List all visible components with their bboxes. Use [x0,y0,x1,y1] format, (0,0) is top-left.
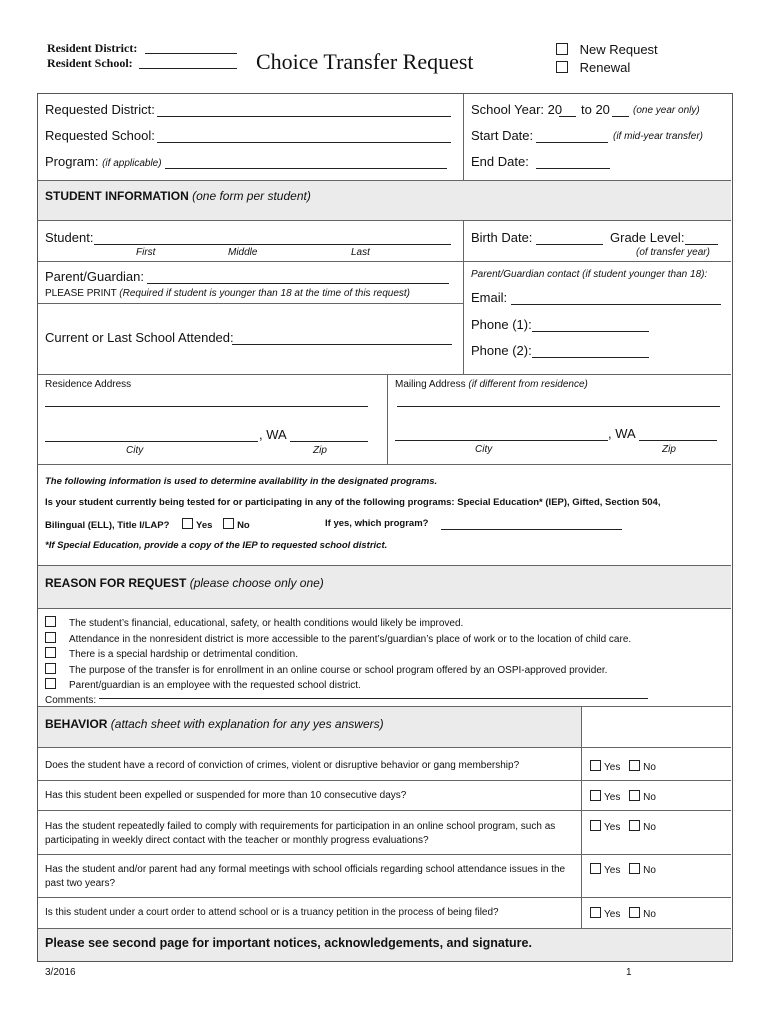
current-school-label: Current or Last School Attended: [45,330,234,345]
school-year-label: School Year: 20 [471,102,563,117]
mailing-zip-caption: Zip [662,444,676,455]
behavior-no-checkbox[interactable] [629,790,640,801]
behavior-no-checkbox[interactable] [629,820,640,831]
requested-school-label: Requested School: [45,128,155,143]
behavior-yes-option[interactable] [590,865,620,876]
program-note: (if applicable) [102,158,162,169]
reason-heading [45,576,324,590]
phone2-label: Phone (2): [471,343,532,358]
reason-note: (please choose only one) [189,576,324,590]
resident-district-label: Resident District: [47,41,138,55]
middle-name-caption: Middle [228,247,258,258]
behavior-no-option[interactable] [629,909,656,920]
reason-option-label: There is a special hardship or detrimental condition. [69,649,299,660]
student-info-title: STUDENT INFORMATION [45,189,189,203]
residence-zip-field[interactable] [290,441,368,442]
behavior-no-option[interactable] [629,822,656,833]
last-name-caption: Last [351,247,370,258]
phone1-field[interactable] [532,331,649,332]
behavior-question: Is this student under a court order to attend school or is a truancy petition in the process of being filed? [45,907,499,918]
second-page-notice: Please see second page for important notices, acknowledgements, and signature. [45,936,532,950]
behavior-no-option[interactable] [629,762,656,773]
comments-label: Comments: [45,694,97,706]
student-label: Student: [45,230,94,245]
reason-option-checkbox[interactable] [45,678,56,689]
student-info-heading [45,189,311,203]
grade-level-label: Grade Level: [610,230,685,245]
form-date: 3/2016 [45,967,76,978]
reason-option-checkbox[interactable] [45,663,56,674]
grade-level-field[interactable] [685,244,718,245]
please-print-label: PLEASE PRINT [45,288,117,299]
behavior-question: Has the student repeatedly failed to comply with requirements for participation in an online school program, such as participating in weekly direct contact with the teacher or monthly progress evaluations? [45,821,556,846]
reason-option[interactable] [45,678,631,694]
school-year-note: (one year only) [633,105,700,116]
phone1-label: Phone (1): [471,317,532,332]
residence-address-label: Residence Address [45,379,132,390]
reason-option[interactable] [45,663,631,679]
reason-option[interactable] [45,616,631,632]
parent-guardian-label: Parent/Guardian: [45,269,145,284]
email-field[interactable] [511,304,721,305]
mailing-street-field[interactable] [397,406,720,407]
program-label: Program: [45,154,99,169]
behavior-no-option[interactable] [629,865,656,876]
new-request-checkbox[interactable] [556,43,568,55]
behavior-answer [590,863,656,876]
page-number: 1 [626,967,632,978]
current-school-field[interactable] [232,344,452,345]
mailing-wa: , WA [608,426,636,441]
behavior-no-label: No [643,909,656,920]
email-label: Email: [471,290,508,305]
parent-contact-label: Parent/Guardian contact (if student younger than 18): [471,269,708,280]
programs-yes-checkbox[interactable] [182,518,193,529]
behavior-no-checkbox[interactable] [629,760,640,771]
reason-option-checkbox[interactable] [45,647,56,658]
residence-zip-caption: Zip [313,445,327,456]
reason-option-label: The student’s financial, educational, safety, or health conditions would likely be improved. [69,618,464,629]
residence-wa: , WA [259,427,287,442]
start-date-label: Start Date: [471,128,534,143]
program-label-row [45,154,162,169]
behavior-yes-label: Yes [604,909,621,920]
behavior-yes-option[interactable] [590,909,620,920]
grade-level-note: (of transfer year) [636,247,710,258]
school-year-to-label: to 20 [581,102,610,117]
behavior-answer [590,907,656,920]
requested-district-label: Requested District: [45,102,155,117]
programs-question: Is your student currently being tested for or participating in any of the following programs: Special Education* (IEP), Gifted, Section 504, [45,497,661,508]
page-title: Choice Transfer Request [256,49,474,74]
end-date-field[interactable] [536,168,610,169]
behavior-yes-checkbox[interactable] [590,790,601,801]
residence-city-field[interactable] [45,441,258,442]
behavior-yes-option[interactable] [590,822,620,833]
behavior-question: Does the student have a record of conviction of crimes, violent or disruptive behavior or gang membership? [45,760,520,771]
school-year-to-field[interactable] [612,116,629,117]
first-name-caption: First [136,247,156,258]
resident-school-label: Resident School: [47,56,133,70]
parent-guardian-field[interactable] [147,283,449,284]
resident-district-field[interactable] [145,53,237,54]
mailing-address-row [395,379,588,390]
birth-date-label: Birth Date: [471,230,533,245]
programs-yes-option[interactable] [182,520,212,531]
reason-option-checkbox[interactable] [45,632,56,643]
behavior-no-label: No [643,762,656,773]
renewal-label: Renewal [579,60,631,75]
behavior-question: Has this student been expelled or suspended for more than 10 consecutive days? [45,790,407,801]
mailing-city-field[interactable] [395,440,608,441]
new-request-label: New Request [579,42,658,57]
new-request-option[interactable] [556,42,658,57]
mailing-zip-field[interactable] [639,440,717,441]
which-program-label: If yes, which program? [325,518,429,529]
requested-school-field[interactable] [157,142,451,143]
reason-option[interactable] [45,632,631,648]
reason-option-checkbox[interactable] [45,616,56,627]
end-date-label: End Date: [471,154,529,169]
behavior-yes-checkbox[interactable] [590,820,601,831]
behavior-yes-label: Yes [604,762,621,773]
behavior-yes-option[interactable] [590,792,620,803]
comments-field[interactable] [99,698,648,699]
please-print-note: (Required if student is younger than 18 at the time of this request) [119,288,411,299]
behavior-note: (attach sheet with explanation for any yes answers) [110,717,384,731]
behavior-yes-label: Yes [604,865,621,876]
behavior-answer [590,790,656,803]
reason-options-list [45,616,631,708]
residence-street-field[interactable] [45,406,368,407]
mailing-address-label: Mailing Address [395,379,466,390]
behavior-yes-label: Yes [604,822,621,833]
programs-yes-label: Yes [196,520,213,531]
behavior-no-label: No [643,865,656,876]
behavior-question: Has the student and/or parent had any formal meetings with school officials regarding school attendance issues in the past two years? [45,864,566,889]
please-print-row [45,288,410,299]
behavior-yes-label: Yes [604,792,621,803]
behavior-no-checkbox[interactable] [629,863,640,874]
sped-note: *If Special Education, provide a copy of the IEP to requested school district. [45,540,388,551]
renewal-option[interactable] [556,60,630,75]
programs-no-label: No [237,520,250,531]
behavior-heading [45,717,384,731]
behavior-no-option[interactable] [629,792,656,803]
programs-question-cont: Bilingual (ELL), Title I/LAP? [45,520,170,531]
reason-title: REASON FOR REQUEST [45,576,187,590]
programs-no-checkbox[interactable] [223,518,234,529]
birth-date-field[interactable] [536,244,603,245]
reason-option-label: Attendance in the nonresident district is more accessible to the parent’s/guardian’s place of work or to the location of child care. [69,633,632,645]
behavior-yes-checkbox[interactable] [590,863,601,874]
behavior-answer [590,820,656,833]
programs-no-option[interactable] [223,520,250,531]
reason-option-label: Parent/guardian is an employee with the requested school district. [69,680,361,691]
behavior-yes-checkbox[interactable] [590,907,601,918]
programs-question-row [45,518,250,531]
student-name-field[interactable] [94,244,451,245]
school-year-from-field[interactable] [559,116,576,117]
programs-intro: The following information is used to determine availability in the designated programs. [45,476,438,487]
resident-school-field[interactable] [139,68,237,69]
start-date-note: (if mid-year transfer) [613,131,704,142]
renewal-checkbox[interactable] [556,61,568,73]
behavior-title: BEHAVIOR [45,717,108,731]
behavior-no-checkbox[interactable] [629,907,640,918]
requested-district-field[interactable] [157,116,451,117]
behavior-no-label: No [643,822,656,833]
behavior-yes-option[interactable] [590,762,620,773]
mailing-address-note: (if different from residence) [468,379,588,390]
residence-city-caption: City [126,445,144,456]
which-program-field[interactable] [441,529,622,530]
reason-option-label: The purpose of the transfer is for enrollment in an online course or school program offered by an OSPI-approved provider. [69,664,608,676]
mailing-city-caption: City [475,444,493,455]
student-info-note: (one form per student) [192,189,311,203]
behavior-yes-checkbox[interactable] [590,760,601,771]
phone2-field[interactable] [532,357,649,358]
behavior-no-label: No [643,792,656,803]
start-date-field[interactable] [536,142,608,143]
reason-option[interactable] [45,647,631,663]
program-field[interactable] [165,168,447,169]
behavior-answer [590,760,656,773]
